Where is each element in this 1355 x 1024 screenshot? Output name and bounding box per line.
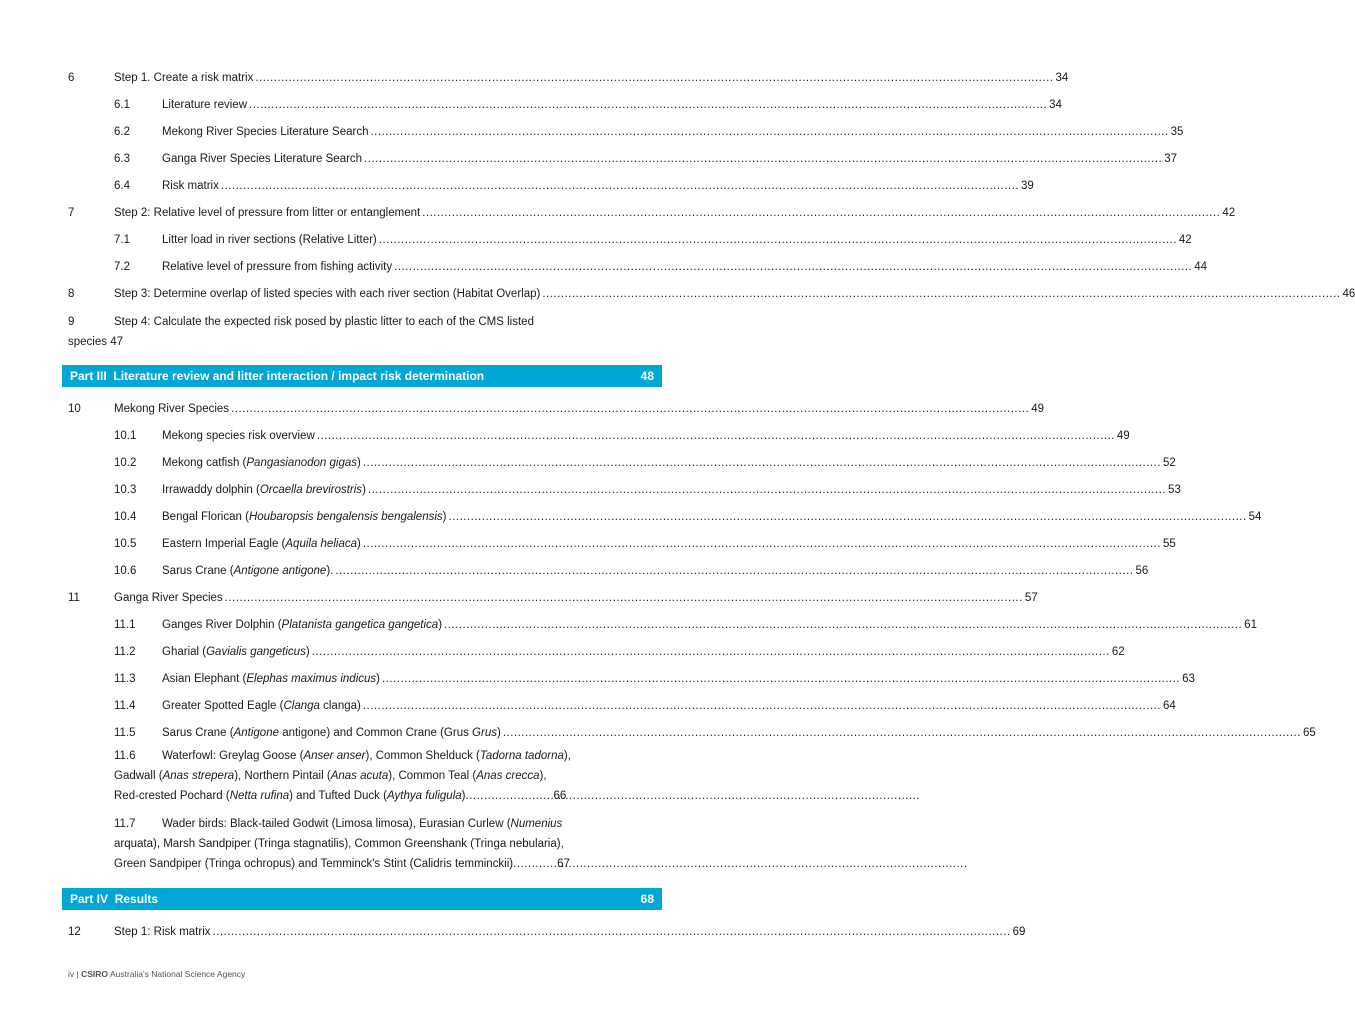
part-title: Results: [114, 892, 159, 906]
toc-entry[interactable]: [68, 206, 1236, 220]
leader-dots: [466, 786, 554, 806]
leader-dots: [379, 233, 1177, 247]
entry-page: 63: [1182, 673, 1195, 685]
entry-title: Mekong River Species: [114, 403, 230, 415]
footer-tagline: Australia's National Science Agency: [109, 969, 246, 979]
footer-page-number: iv: [68, 969, 75, 979]
toc-entry[interactable]: [114, 618, 1257, 632]
entry-page: 65: [1302, 727, 1316, 739]
entry-page: 39: [1021, 180, 1034, 192]
entry-number: 10.4: [114, 511, 137, 523]
entry-page: 55: [1162, 538, 1176, 550]
toc-entry[interactable]: [68, 402, 1044, 416]
entry-number: 6: [68, 72, 75, 84]
toc-entry-multiline[interactable]: [68, 312, 534, 352]
entry-title: Ganga River Species Literature Search: [162, 153, 363, 165]
entry-number: 10.1: [114, 430, 137, 442]
entry-page: 34: [1049, 99, 1062, 111]
leader-dots: [370, 125, 1168, 139]
entry-title-continued: species: [68, 336, 107, 348]
entry-number: 10.5: [114, 538, 137, 550]
entry-number: 11: [68, 592, 80, 604]
page-footer: [68, 969, 245, 979]
entry-title: Ganges River Dolphin (Platanista gangetica gangetica): [162, 619, 443, 631]
entry-page: 42: [1222, 207, 1236, 219]
toc-entry[interactable]: [114, 672, 1195, 686]
part-label: Part IV: [70, 892, 109, 906]
toc-entry[interactable]: [68, 287, 1355, 301]
toc-entry[interactable]: [68, 591, 1038, 605]
toc-entry[interactable]: [114, 483, 1181, 497]
leader-dots: [363, 537, 1161, 551]
entry-title: Greater Spotted Eagle (Clanga clanga): [162, 700, 361, 712]
entry-number: 6.3: [114, 153, 130, 165]
toc-entry[interactable]: [114, 233, 1192, 247]
entry-page: 34: [1055, 72, 1069, 84]
entry-number: 10.6: [114, 565, 137, 577]
entry-number: 11.4: [114, 700, 136, 712]
toc-entry[interactable]: [114, 429, 1130, 443]
entry-page: 52: [1162, 457, 1176, 469]
entry-title: Mekong species risk overview: [162, 430, 315, 442]
entry-page: 37: [1164, 153, 1178, 165]
leader-dots: [542, 287, 1340, 301]
leader-dots: [382, 672, 1180, 686]
entry-number: 11.2: [114, 646, 136, 658]
toc-entry[interactable]: [68, 71, 1069, 85]
entry-number: 7.1: [114, 234, 130, 246]
leader-dots: [503, 726, 1301, 740]
entry-title: Eastern Imperial Eagle (Aquila heliaca): [162, 538, 361, 550]
entry-page: 64: [1162, 700, 1176, 712]
entry-page: 57: [1024, 592, 1038, 604]
part-label: Part III: [70, 369, 107, 383]
entry-number: 7: [68, 207, 75, 219]
entry-number: 11.1: [114, 619, 136, 631]
entry-page: 54: [1248, 511, 1262, 523]
leader-dots: [335, 564, 1133, 578]
part-page: 48: [640, 369, 654, 383]
entry-page: 47: [110, 336, 123, 348]
leader-dots: [449, 510, 1247, 524]
leader-dots: [225, 591, 1023, 605]
entry-page: 35: [1170, 126, 1184, 138]
toc-entry[interactable]: [114, 510, 1262, 524]
entry-title: Litter load in river sections (Relative Litter): [162, 234, 377, 246]
toc-entry[interactable]: [114, 152, 1178, 166]
entry-page: 61: [1244, 619, 1257, 631]
part-title: Literature review and litter interaction / impact risk determination: [113, 369, 485, 383]
toc-entry[interactable]: [114, 456, 1176, 470]
entry-page: 46: [1342, 288, 1355, 300]
toc-entry-multiline[interactable]: 11.6 Waterfowl: Greylag Goose (Anser anser), Common Shelduck (Tadorna tadorna), Gadwall (Anas strepera), Northern Pintail (Anas acuta), Common Teal (Anas crecca), Red-crested Pochard (Netta rufina) and Tufted Duck (Aythya fuligula)..... 66: [114, 746, 571, 806]
entry-page: 66: [553, 790, 567, 802]
entry-number: 6.1: [114, 99, 130, 111]
leader-dots: [364, 152, 1162, 166]
entry-title: Asian Elephant (Elephas maximus indicus): [162, 673, 380, 685]
entry-number: 11.7: [114, 818, 136, 830]
toc-entry[interactable]: [114, 726, 1316, 740]
entry-title: Step 3: Determine overlap of listed species with each river section (Habitat Overlap): [114, 288, 541, 300]
entry-page: 42: [1178, 234, 1192, 246]
footer-separator: |: [76, 969, 79, 979]
entry-title: Irrawaddy dolphin (Orcaella brevirostris): [162, 484, 366, 496]
footer-org: CSIRO: [81, 969, 109, 979]
toc-entry[interactable]: [114, 98, 1062, 112]
entry-title: Step 2: Relative level of pressure from litter or entanglement: [114, 207, 421, 219]
entry-page: 56: [1135, 565, 1149, 577]
leader-dots: [368, 483, 1166, 497]
leader-dots: [363, 456, 1161, 470]
entry-page: 69: [1012, 926, 1026, 938]
part-page: 68: [640, 892, 654, 906]
leader-dots: [363, 699, 1161, 713]
leader-dots: [317, 429, 1115, 443]
entry-number: 11.3: [114, 673, 136, 685]
entry-number: 11.5: [114, 727, 136, 739]
entry-title: Bengal Florican (Houbaropsis bengalensis bengalensis): [162, 511, 447, 523]
entry-title: Step 1: Risk matrix: [114, 926, 211, 938]
leader-dots: [231, 402, 1029, 416]
toc-entry[interactable]: [114, 537, 1176, 551]
entry-page: 44: [1194, 261, 1208, 273]
entry-title: Ganga River Species: [114, 592, 223, 604]
entry-page: 49: [1116, 430, 1130, 442]
entry-title: Mekong River Species Literature Search: [162, 126, 369, 138]
entry-number: 7.2: [114, 261, 130, 273]
leader-dots: [249, 98, 1047, 112]
entry-number: 6.4: [114, 180, 130, 192]
entry-title: Literature review: [162, 99, 248, 111]
entry-title: Sarus Crane (Antigone antigone) and Common Crane (Grus Grus): [162, 727, 501, 739]
entry-number: 12: [68, 926, 81, 938]
toc-entry[interactable]: [114, 125, 1184, 139]
toc-entry[interactable]: [114, 179, 1034, 193]
leader-dots: [513, 854, 557, 874]
entry-page: 62: [1111, 646, 1125, 658]
leader-dots: [221, 179, 1019, 193]
toc-entry[interactable]: [114, 645, 1125, 659]
entry-number: 10: [68, 403, 81, 415]
part-header-bar[interactable]: [62, 365, 662, 387]
entry-number: 8: [68, 288, 75, 300]
toc-entry[interactable]: [114, 564, 1149, 578]
entry-number: 6.2: [114, 126, 130, 138]
entry-title: Risk matrix: [162, 180, 219, 192]
entry-page: 53: [1168, 484, 1181, 496]
leader-dots: [255, 71, 1053, 85]
toc-entry-multiline[interactable]: 11.7 Wader birds: Black-tailed Godwit (Limosa limosa), Eurasian Curlew (Numenius arquata), Marsh Sandpiper (Tringa stagnatilis), Common Greenshank (Tringa nebularia), Green Sandpiper (Tringa ochropus) and Temminck's Stint (Calidris temminckii)..... 67: [114, 814, 570, 874]
entry-title: Relative level of pressure from fishing activity: [162, 261, 393, 273]
toc-entry[interactable]: [68, 925, 1026, 939]
entry-page: 49: [1031, 403, 1044, 415]
entry-page: 67: [557, 858, 570, 870]
entry-title: Step 1. Create a risk matrix: [114, 72, 254, 84]
leader-dots: [312, 645, 1110, 659]
entry-title: Step 4: Calculate the expected risk posed by plastic litter to each of the CMS listed: [114, 316, 534, 328]
leader-dots: [394, 260, 1192, 274]
toc-entry[interactable]: [114, 699, 1176, 713]
part-header-bar[interactable]: [62, 888, 662, 910]
entry-number: 9: [68, 316, 75, 328]
leader-dots: [213, 925, 1011, 939]
leader-dots: [444, 618, 1242, 632]
entry-title: Mekong catfish (Pangasianodon gigas): [162, 457, 361, 469]
leader-dots: [422, 206, 1220, 220]
entry-number: 10.3: [114, 484, 137, 496]
entry-number: 10.2: [114, 457, 137, 469]
toc-entry[interactable]: [114, 260, 1208, 274]
entry-title: Gharial (Gavialis gangeticus): [162, 646, 310, 658]
entry-title: Sarus Crane (Antigone antigone).: [162, 565, 334, 577]
entry-number: 11.6: [114, 750, 136, 762]
